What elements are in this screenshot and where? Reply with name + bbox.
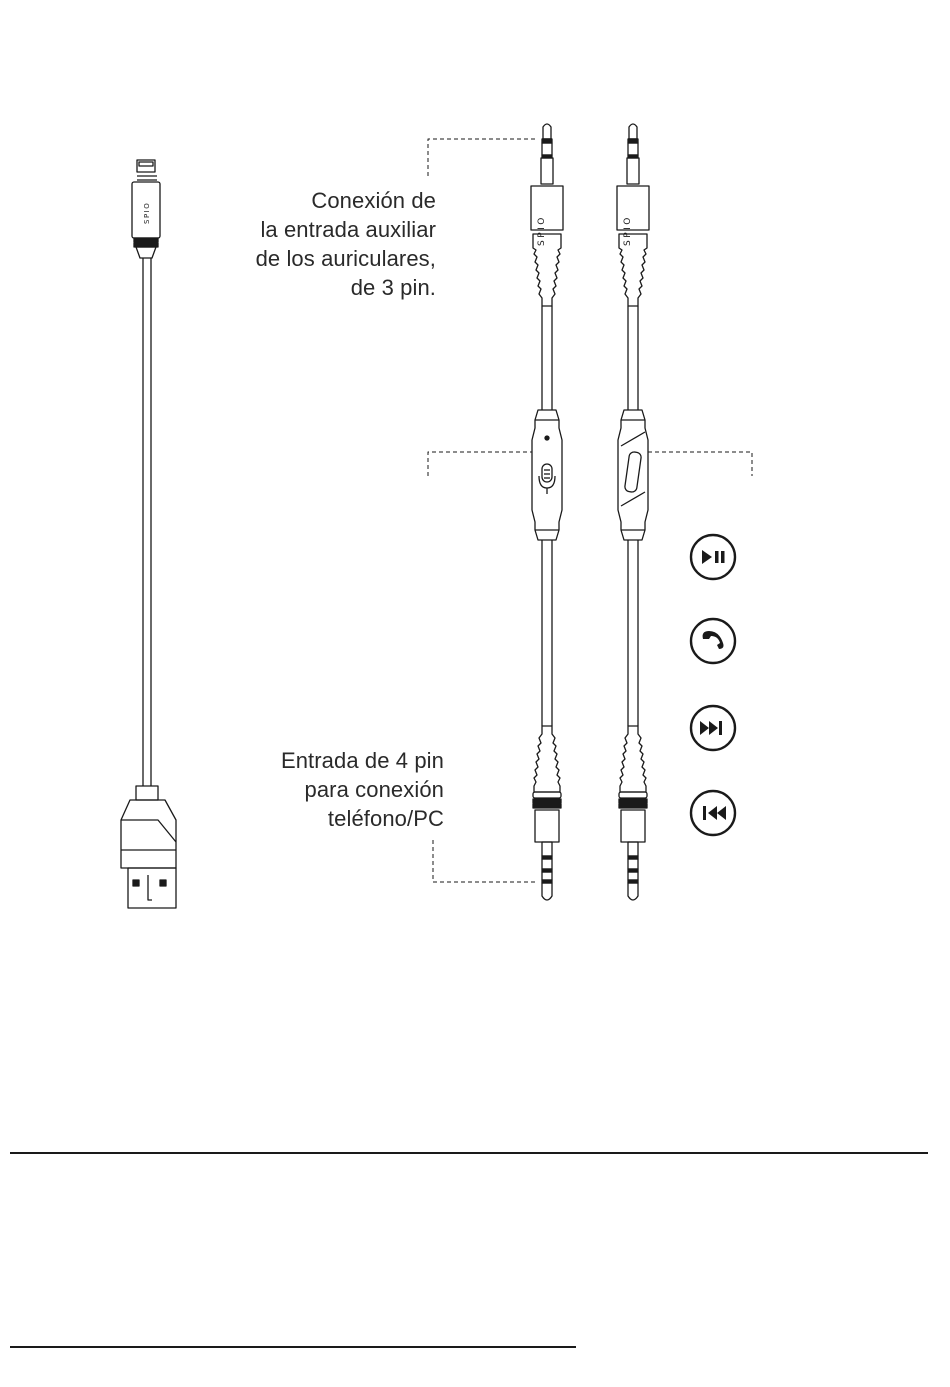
- callout-mic: [428, 452, 532, 476]
- play-pause-icon: [691, 535, 735, 579]
- aux-label-line-3: de los auriculares,: [255, 246, 436, 271]
- cable-remote-brand-mark: SPIO: [623, 215, 633, 246]
- usb-a-body: [121, 800, 176, 868]
- 4pin-label-line-1: Entrada de 4 pin: [280, 748, 444, 773]
- callout-remote: [648, 452, 752, 476]
- divider-line-short: [10, 1346, 576, 1348]
- cable-mic-brand-mark: SPIO: [537, 215, 547, 246]
- 4pin-label-line-3: teléfono/PC: [327, 806, 444, 831]
- aux-label-line-4: de 3 pin.: [350, 275, 436, 300]
- aux-label-line-2: la entrada auxiliar: [260, 217, 436, 242]
- microphone-icon: [539, 464, 555, 494]
- cable-mic: [531, 124, 563, 900]
- divider-line-long: [10, 1152, 928, 1154]
- previous-track-icon: [691, 791, 735, 835]
- usb-cable: [121, 160, 176, 908]
- aux-label-line-1: Conexión de: [311, 188, 436, 213]
- call-icon: [691, 619, 735, 663]
- aux-connection-label: [220, 186, 436, 302]
- next-track-icon: [691, 706, 735, 750]
- remote-button: [624, 451, 641, 492]
- callout-aux: [428, 139, 537, 176]
- input-4pin-label: [220, 746, 444, 833]
- callout-lines: [428, 139, 752, 882]
- 4pin-label-line-2: para conexión: [304, 777, 444, 802]
- cable-remote: [617, 124, 649, 900]
- usb-brand-mark: SPIO: [143, 201, 151, 224]
- callout-4pin: [433, 840, 537, 882]
